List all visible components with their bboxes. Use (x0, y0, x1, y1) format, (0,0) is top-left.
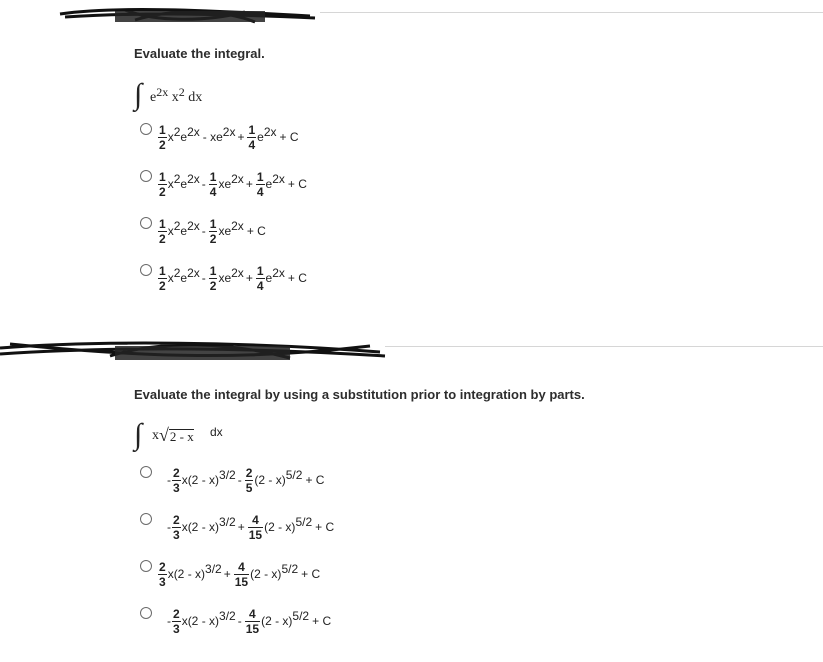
question-1-prompt: Evaluate the integral. (134, 46, 265, 61)
square-root: √ 2 - x (159, 425, 194, 445)
integral-sign: ∫ (134, 78, 143, 111)
redaction-scribble-middle (0, 336, 390, 366)
question-2-prompt: Evaluate the integral by using a substitution prior to integration by parts. (134, 387, 585, 402)
question-1-option-a[interactable]: $\frac{1}{2}$ x 2 e 2x - xe 2x + $\frac{1}{4}$ e 2x + C (140, 121, 299, 151)
radio-button[interactable] (140, 513, 152, 525)
fraction: $\frac{4}{15}$ (245, 607, 260, 636)
integrand: x √ 2 - x (152, 425, 194, 445)
divider-top (320, 12, 823, 13)
fraction: $\frac{2}{3}$ (173, 513, 180, 542)
fraction: $\frac{1}{2}$ (159, 170, 166, 199)
fraction: $\frac{1}{2}$ (209, 217, 217, 246)
question-2-option-b[interactable]: - $\frac{2}{3}$ x(2 - x) 3/2 + $\frac{4}{15}$ (2 - x) 5/2 + C (140, 511, 334, 541)
question-1-option-b[interactable]: $\frac{1}{2}$ x 2 e 2x - $\frac{1}{4}$ xe 2x + $\frac{1}{4}$ e 2x + C (140, 168, 307, 198)
fraction: $\frac{1}{4}$ (256, 264, 264, 293)
fraction: $\frac{1}{4}$ (209, 170, 217, 199)
question-2-option-d[interactable]: - $\frac{2}{3}$ x(2 - x) 3/2 - $\frac{4}{15}$ (2 - x) 5/2 + C (140, 605, 331, 635)
redaction-scribble-top (55, 2, 325, 28)
fraction: $\frac{4}{15}$ (248, 513, 263, 542)
fraction: $\frac{1}{2}$ (209, 264, 217, 293)
radio-button[interactable] (140, 123, 152, 135)
question-1-integral (134, 78, 254, 114)
fraction: $\frac{2}{3}$ (159, 560, 166, 589)
radio-button[interactable] (140, 217, 152, 229)
radio-button[interactable] (140, 466, 152, 478)
divider-middle (385, 346, 823, 347)
question-2-option-a[interactable]: - $\frac{2}{3}$ x(2 - x) 3/2 - $\frac{2}{5}$ (2 - x) 5/2 + C (140, 464, 324, 494)
question-2-option-c[interactable]: $\frac{2}{3}$ x(2 - x) 3/2 + $\frac{4}{15}$ (2 - x) 5/2 + C (140, 558, 320, 588)
fraction: $\frac{2}{3}$ (173, 607, 180, 636)
fraction: $\frac{2}{3}$ (173, 466, 180, 495)
fraction: $\frac{4}{15}$ (234, 560, 249, 589)
fraction: $\frac{2}{5}$ (245, 466, 253, 495)
question-2-integral: ∫ x √ 2 - x dx (134, 418, 223, 451)
fraction: $\frac{1}{4}$ (256, 170, 264, 199)
radio-button[interactable] (140, 170, 152, 182)
radio-button[interactable] (140, 264, 152, 276)
fraction: $\frac{1}{2}$ (159, 264, 166, 293)
integrand: e2x x2 dx (150, 85, 203, 105)
integral-sign: ∫ (134, 418, 143, 451)
question-1-option-c[interactable]: $\frac{1}{2}$ x 2 e 2x - $\frac{1}{2}$ xe 2x + C (140, 215, 266, 245)
fraction: $\frac{1}{4}$ (248, 123, 256, 152)
question-1-option-d[interactable]: $\frac{1}{2}$ x 2 e 2x - $\frac{1}{2}$ xe 2x + $\frac{1}{4}$ e 2x + C (140, 262, 307, 292)
radio-button[interactable] (140, 560, 152, 572)
radio-button[interactable] (140, 607, 152, 619)
fraction: $\frac{1}{2}$ (159, 217, 166, 246)
fraction: $\frac{1}{2}$ (159, 123, 166, 152)
